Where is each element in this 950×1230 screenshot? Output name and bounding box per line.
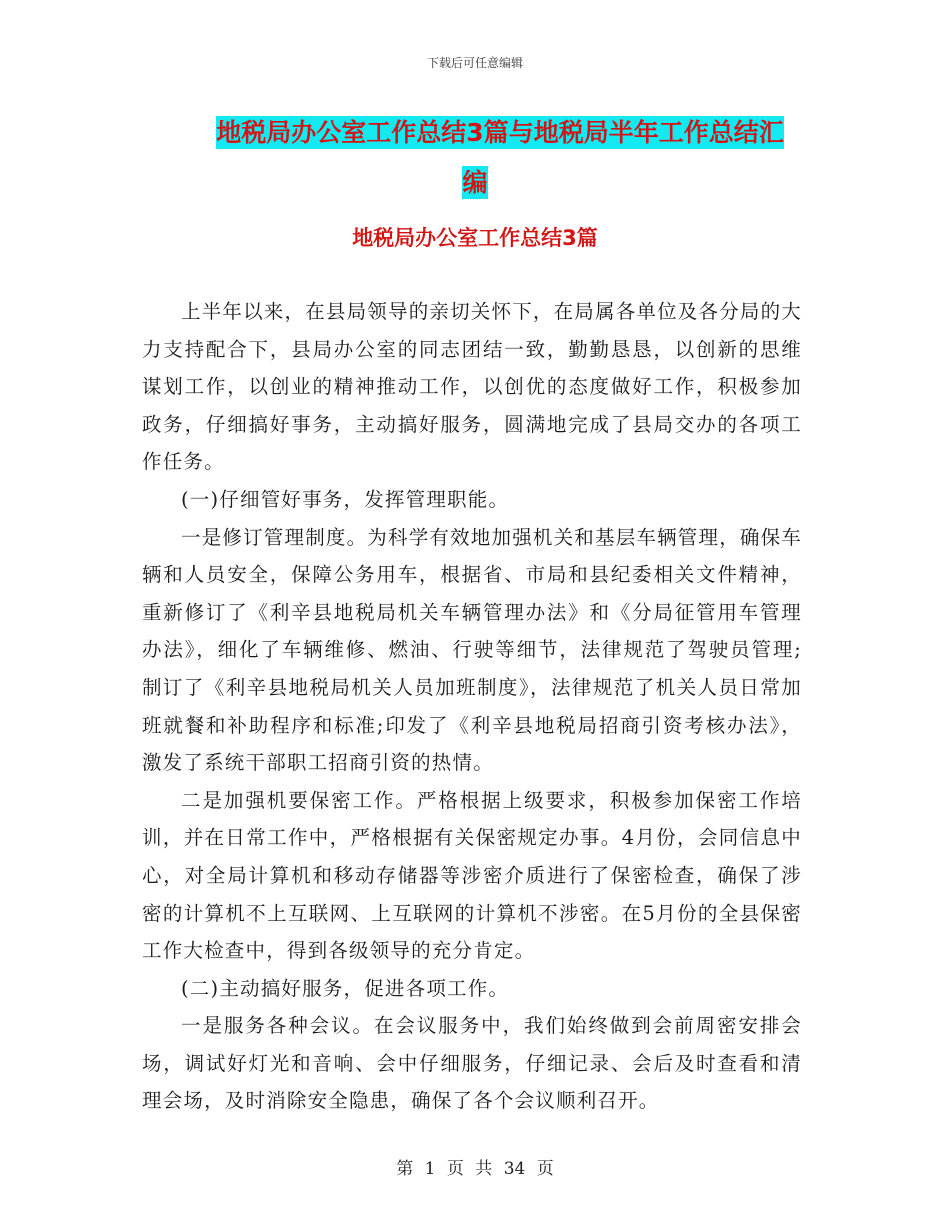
paragraph: 一是服务各种会议。在会议服务中，我们始终做到会前周密安排会场，调试好灯光和音响、会中仔细服务，仔细记录、会后及时查看和清理会场，及时消除安全隐患，确保了各个会议顺利召开。 bbox=[142, 1014, 802, 1113]
section-title: 地税局办公室工作总结3篇 bbox=[352, 226, 598, 250]
document-title-line1: 地税局办公室工作总结3篇与地税局半年工作总结汇 bbox=[216, 118, 784, 147]
paragraph: (二)主动搞好服务，促进各项工作。 bbox=[181, 976, 510, 1000]
page-footer: 第 1 页 共 34 页 bbox=[396, 1159, 554, 1179]
document-title-line2: 编 bbox=[462, 168, 488, 197]
body-text bbox=[142, 293, 802, 1120]
paragraph: (一)仔细管好事务，发挥管理职能。 bbox=[181, 487, 510, 511]
page-header-note: 下载后可任意编辑 bbox=[426, 56, 523, 70]
document-title bbox=[0, 108, 950, 208]
paragraph: 上半年以来，在县局领导的亲切关怀下，在局属各单位及各分局的大力支持配合下，县局办公室的同志团结一致，勤勤恳恳，以创新的思维谋划工作，以创业的精神推动工作，以创优的态度做好工作，积极参加政务，仔细搞好事务，主动搞好服务，圆满地完成了县局交办的各项工作任务。 bbox=[142, 300, 803, 474]
paragraph: 二是加强机要保密工作。严格根据上级要求，积极参加保密工作培训，并在日常工作中，严格根据有关保密规定办事。4月份，会同信息中心，对全局计算机和移动存储器等涉密介质进行了保密检查，确保了涉密的计算机不上互联网、上互联网的计算机不涉密。在5月份的全县保密工作大检查中，得到各级领导的充分肯定。 bbox=[142, 788, 802, 963]
paragraph: 一是修订管理制度。为科学有效地加强机关和基层车辆管理，确保车辆和人员安全，保障公务用车，根据省、市局和县纪委相关文件精神，重新修订了《利辛县地税局机关车辆管理办法》和《分局征管用车管理办法》，细化了车辆维修、燃油、行驶等细节，法律规范了驾驶员管理;制订了《利辛县地税局机关人员加班制度》，法律规范了机关人员日常加班就餐和补助程序和标准;印发了《利辛县地税局招商引资考核办法》，激发了系统干部职工招商引资的热情。 bbox=[142, 525, 803, 775]
